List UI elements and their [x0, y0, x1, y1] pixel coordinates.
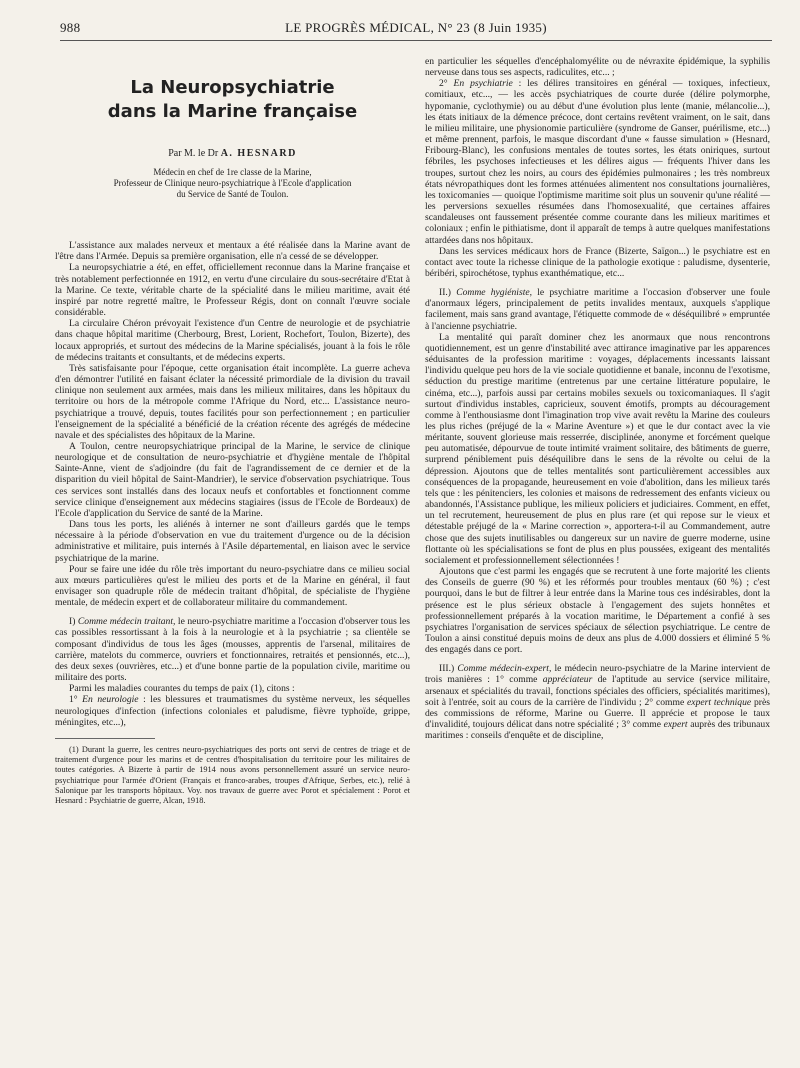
affiliation-line: du Service de Santé de Toulon. [176, 189, 289, 200]
item-label: 1° [69, 694, 83, 706]
paragraph: L'assistance aux malades nerveux et mentaux a été réalisée dans la Marine avant de l'être dans l'Armée. Depuis sa première organisation, elle n'a cessé de se développer. [55, 240, 410, 263]
paragraph: La neuropsychiatrie a été, en effet, officiellement reconnue dans la Marine française et très notablement perfectionnée en 1912, en vertu d'une circulaire du sous-secrétaire d'Etat à la Marine. Ce texte, véritable charte de la spécialité dans le milieu maritime, avait été inspiré par notre regretté maître, le Professeur Régis, dont on connaît l'œuvre sociale considérable. [55, 262, 410, 319]
paragraph: Dans les services médicaux hors de France (Bizerte, Saïgon...) le psychiatre est en contact avec toute la richesse clinique de la pathologie exotique : paludisme, dysenterie, béribéri, spirochétose, typhus exanthématique, etc... [425, 245, 770, 279]
paragraph: La mentalité qui paraît dominer chez les anormaux que nous rencontrons quotidiennement, est un genre d'instabilité avec attirance imaginative par les apparences séduisantes de la profession maritime : voyages, déplacements incessants laissant l'individu quelque peu hors de la vie sociale quotidienne et banale, inconnu de l'exotisme, séduction du prestige maritime (entretenus par une certaine littérature populaire, le cinéma, etc...), parfois aussi par certains mobiles sexuels ou toxicomaniaques. Il s'agit surtout d'individus instables, capricieux, souvent émotifs, prompts au découragement comme à l'enthousiasme dont l'imagination trop vive avait revêtu la Marine des couleurs les plus riches (préjugé de la « Marine Aventure ») et que le dur contact avec la vie méritante, souvent glorieuse mais resserrée, disciplinée, anonyme et forcément quelque peu automatisée, dépourvue de toute intimité vraiment solitaire, des bâtiments de guerre, surprend péniblement puis déséquilibre dans le sens de la révolte ou celui de la dépression. Ajoutons que de telles mentalités sont particulièrement accessibles aux conséquences de la propagande, heureusement en voie d'abolition, dans les milieux tarés tels que : les pénitenciers, les colonies et maisons de redressement des enfants vicieux ou abandonnés, l'Assistance publique, les milieux policiers et judiciaires. Comment, en effet, un tel recrutement, heureusement de plus en plus rare (et qui repose sur le vieux et détestable préjugé de la « Marine correction », apportera-t-il au Commandement, autre chose que des sujets inutilisables ou dangereux sur un navire de guerre moderne, usine flottante où les spécialisations se font de plus en plus poussées, exigeant des mentalités socialement et professionnellement sélectionnées ! [425, 331, 770, 566]
running-title: LE PROGRÈS MÉDICAL, N° 23 (8 Juin 1935) [285, 20, 547, 35]
section-label: III.) [439, 663, 458, 675]
byline [55, 148, 410, 159]
section-text: le psychiatre maritime a l'occasion d'observer une foule d'anormaux légers, principalement de petits invalides mentaux, auxquels s'applique facilement, mais sans grand avantage, l'étiquette commode de « déséquilibré » empruntée à l'ancienne psychiatrie. [425, 287, 770, 332]
section-text: le médecin neuro-psychiatre de la Marine intervient de trois manières : 1° comme [425, 663, 770, 686]
neurology-paragraph [55, 694, 410, 727]
section-title: Comme médecin traitant, [77, 616, 176, 628]
title-line-1: La Neuropsychiatrie [130, 77, 335, 98]
item-text: : les délires transitoires en général — toxiques, infectieux, comitiaux, etc..., — les accès psychiatriques de courte durée (délire polymorphe, hypomanie, cyclothymie) ou au début d'une évolution plus lente (manie, mélancolie...), les états initiaux de la démence précoce, dont certains revêtent vraiment, on le sait, dans le milieu militaire, une physionomie particulière (syndrome de Ganser, puérilisme, etc...) et même prennent, parfois, le masque discordant d'une « fausse simulation » (Hesnard, Fribourg-Blanc), les confusions mentales de toutes sortes, les états oniriques, surtout fébriles, les psychoses infectieuses et les délires aigus — fréquents l'hiver dans les troupes, surtout chez les noirs, au cours des épidémies pulmonaires ; les très nombreux états névropathiques dont les formes atténuées alimentent nos consultations journalières, les toxicomanies — quoique l'optimisme maritime soit plus un souvenir qu'une réalité — les perversions sexuelles résumées dans l'homosexualité, que certaines affaires scandaleuses ont faussement présentée comme courante dans les milieux maritimes et coloniaux ; enfin le pithiatisme, dont il apparaît de temps à autre quelques manifestations attardées dans nos hôpitaux. [425, 78, 770, 246]
item-text: : les blessures et traumatismes du système nerveux, les séquelles neurologiques d'infection (infections coloniales et paludisme, fièvre typhoïde, grippe, méningites, etc...), [55, 694, 410, 728]
paragraph: Très satisfaisante pour l'époque, cette organisation était incomplète. La guerre acheva d'en démontrer l'utilité en faisant éclater la nécessité primordiale de la division du travail clinique non seulement aux armées, mais dans les milieux militaires, dans les hôpitaux du territoire ou hors de la métropole comme l'Afrique du Nord, etc... L'assistance neuro-psychiatrique a trouvé, depuis, toutes facilités pour son perfectionnement ; en particulier l'enseignement de la spécialité a bénéficié de la création récente des agrégés de médecine navale et des spécialistes des hôpitaux de la Marine. [55, 362, 410, 441]
paragraph: Parmi les maladies courantes du temps de paix (1), citons : [69, 683, 295, 695]
affiliation-line: Professeur de Clinique neuro-psychiatrique à l'Ecole d'application [113, 178, 352, 189]
left-column [55, 56, 410, 807]
section-text: auprès des tribunaux maritimes : conseils d'enquête et de discipline, [425, 719, 770, 742]
italic-term: expert [663, 719, 688, 731]
article-title [55, 76, 410, 124]
section-2-paragraph [425, 287, 770, 332]
affiliation [55, 167, 410, 200]
paragraph: Pour se faire une idée du rôle très important du neuro-psychiatre dans ce milieu social aux mœurs particulières qu'est le milieu des ports et de la Marine en général, il faut envisager son quadruple rôle de médecin traitant d'hôpital, de spécialiste de l'hygiène mentale, de médecin expert et de collaborateur militaire du commandement. [55, 563, 410, 609]
paragraph: A Toulon, centre neuropsychiatrique principal de la Marine, le service de clinique neurologique et de consultation de neuro-psychiatrie et d'hygiène mentale de l'hôpital Sainte-Anne, vient de s'adjoindre (du fait de l'agrandissement de ce dernier et de la disparition du vieil hôpital de Saint-Mandrier), le service d'observation psychiatrique. Tous ces services sont installés dans des locaux neufs et confortables et fonctionnent comme service clinique d'enseignement aux médecins stagiaires (issus de l'Ecole de Bordeaux) de l'Ecole d'application du Service de santé de la Marine. [55, 440, 410, 519]
italic-term: appréciateur [542, 674, 593, 686]
psychiatry-paragraph [425, 78, 770, 245]
paragraph: Ajoutons que c'est parmi les engagés que se recrutent à une forte majorité les clients des Conseils de guerre (90 %) et les réformés pour troubles mentaux (60 %) ; c'est pourquoi, dans le but de filtrer à leur entrée dans la Marine tous ces indésirables, dont la présence est le plus sérieux obstacle à l'engagement des sujets honnêtes et professionnellement préparés à la vocation maritime, le Département a confié à ses psychiatres l'organisation de services spéciaux de sélection psychiatrique. Le centre de Toulon a ainsi constitué depuis moins de deux ans plus de 4.000 dossiers et éliminé 5 % des engagés dans ce port. [425, 566, 770, 656]
item-title: En psychiatrie [453, 78, 513, 90]
running-header [60, 20, 772, 40]
section-title: Comme hygiéniste, [456, 287, 533, 299]
section-title: Comme médecin-expert, [457, 663, 552, 675]
page-number: 988 [60, 20, 81, 35]
paragraph: Dans tous les ports, les aliénés à interner ne sont d'ailleurs gardés que le temps nécessaire à la période d'observation en vue du traitement d'urgence ou de la décision administrative et militaire, puis internés à l'Asile départemental, en liaison avec le service psychiatrique de la marine. [55, 519, 410, 564]
footnote: (1) Durant la guerre, les centres neuro-psychiatriques des ports ont servi de centres de triage et de traitement d'urgence pour les marins et de centres d'hospitalisation du territoire pour les militaires de toutes catégories. A Bizerte à partir de 1914 nous avons personnellement assuré un service neuro-psychiatrique pour l'armée d'Orient (Français et franco-arabes, troupes d'Afrique, Serbes, etc.), relié à Salonique par les transports hôpitaux. Voy. nos travaux de guerre avec Porot et spécialement : Porot et Hesnard : Psychiatrie de guerre, Alcan, 1918. [55, 744, 410, 806]
title-line-2: dans la Marine française [107, 101, 358, 122]
italic-term: expert technique [687, 696, 752, 708]
section-text: de l'aptitude au service (service militaire, arsenaux et spécialités du travail, fonctions spéciales des officiers, spécialités maritimes), soit à l'entrée, soit au cours de la carrière de l'individu ; 2° comme [425, 674, 770, 708]
footnote-rule [55, 738, 155, 739]
section-3-paragraph [425, 663, 770, 741]
section-label: I) [69, 616, 78, 628]
section-text: le neuro-psychiatre maritime a l'occasion d'observer tous les cas possibles ressortissant à la fois à la neurologie et à la psychiatrie ; sa clientèle se composant d'individus de tous les âges (mousses, apprentis de l'arsenal, militaires de carrière, matelots du commerce, ouvriers et fonctionnaires, retraités et pensionnés, etc...), des deux sexes (ouvrières, etc...) et d'une bonne partie de la population civile, maritime ou militaire des ports. [55, 616, 410, 684]
section-label: II.) [439, 287, 457, 299]
byline-prefix: Par M. le Dr [168, 148, 219, 159]
section-1-paragraph [55, 616, 410, 683]
header-rule [60, 40, 772, 41]
section-text: près des commissions de réforme, Marine ou Guerre. Il apprécie et propose le taux d'invalidité, toujours délicat dans notre spécialité ; 3° comme [425, 696, 770, 731]
paragraph: en particulier les séquelles d'encéphalomyélite ou de névraxite épidémique, la syphilis nerveuse dans tous ses aspects, radiculites, etc... ; [425, 56, 770, 79]
author-name: A. HESNARD [220, 148, 297, 159]
item-title: En neurologie [82, 694, 139, 706]
right-column [425, 56, 770, 741]
item-label: 2° [439, 78, 454, 90]
paragraph: La circulaire Chéron prévoyait l'existence d'un Centre de neurologie et de psychiatrie dans chaque hôpital maritime (Cherbourg, Brest, Lorient, Rochefort, Toulon, Bizerte), des locaux appropriés, et surtout des médecins de la Marine spécialisés, jouant à la fois le rôle de médecins traitants et consultants, et de médecins experts. [55, 318, 410, 363]
affiliation-line: Médecin en chef de 1re classe de la Marine, [153, 167, 312, 178]
